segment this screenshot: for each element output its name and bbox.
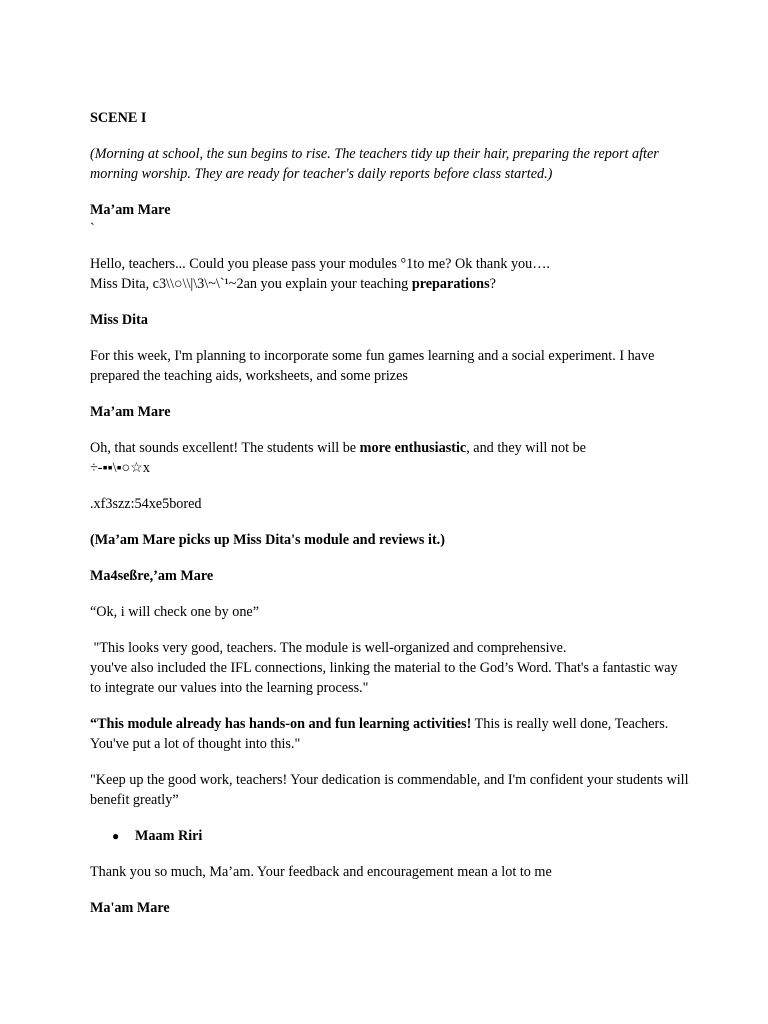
dialogue-line [90, 438, 690, 458]
stage-direction: (Ma’am Mare picks up Miss Dita's module and reviews it.) [90, 532, 445, 548]
dialogue-line: "This looks very good, teachers. The module is well-organized and comprehensive. [90, 640, 567, 656]
bullet-speaker [90, 826, 690, 846]
stray-mark: ` [90, 221, 95, 237]
scene-title: SCENE I [90, 110, 147, 126]
script-page [90, 108, 690, 918]
stage-direction: (Morning at school, the sun begins to rise. The teachers tidy up their hair, preparing the report after morning worship. They are ready for teacher's daily reports before class started.) [90, 146, 659, 182]
speaker-name: Miss Dita [90, 312, 148, 328]
emphasis-text: preparations [411, 276, 490, 292]
emphasis-text: more enthusiastic [359, 440, 467, 456]
speaker-name: Ma’am Mare [90, 404, 171, 420]
emphasis-text: “This module already has hands-on and fun learning activities! [90, 716, 472, 732]
dialogue-line: Hello, teachers... Could you please pass your modules °1to me? Ok thank you…. [90, 256, 550, 272]
dialogue-line: you've also included the IFL connections, linking the material to the God’s Word. That's a fantastic way to integrate our values into the learning process." [90, 660, 678, 696]
dialogue-line [90, 714, 690, 754]
speaker-name: Ma'am Mare [90, 900, 170, 916]
dialogue-text: Miss Dita, c3\\○\\|\3\~\`¹~2an you explain your teaching [90, 276, 412, 292]
dialogue-text: ? [489, 276, 496, 292]
dialogue-text: This is really well done, Teachers. You've put a lot of thought into this." [90, 716, 669, 752]
dialogue-line: Thank you so much, Ma’am. Your feedback and encouragement mean a lot to me [90, 864, 552, 880]
garbled-text: .xf3szz:54xe5bored [90, 496, 202, 512]
dialogue-line: For this week, I'm planning to incorporate some fun games learning and a social experiment. I have prepared the teaching aids, worksheets, and some prizes [90, 348, 655, 384]
speaker-name: Ma’am Mare [90, 202, 171, 218]
dialogue-line [90, 274, 690, 294]
dialogue-line: “Ok, i will check one by one” [90, 604, 260, 620]
garbled-text: ÷-▪▪\▪○☆x [90, 460, 150, 476]
bullet-icon: ● [112, 829, 120, 843]
dialogue-text: , and they will not be [466, 440, 586, 456]
dialogue-text: Oh, that sounds excellent! The students will be [90, 440, 360, 456]
speaker-name: Ma4seßre,’am Mare [90, 568, 214, 584]
dialogue-line: "Keep up the good work, teachers! Your dedication is commendable, and I'm confident your students will benefit greatly” [90, 772, 689, 808]
speaker-name: Maam Riri [135, 828, 203, 844]
